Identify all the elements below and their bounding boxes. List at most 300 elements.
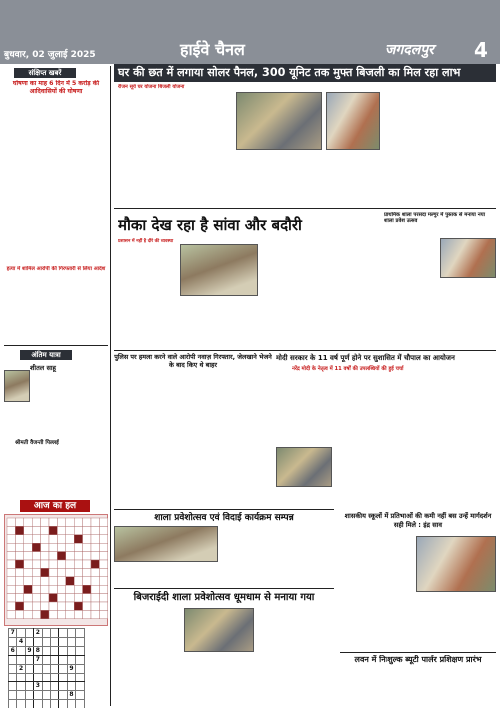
story8-body-col2 (184, 656, 254, 704)
sudoku-cell (50, 656, 58, 665)
sudoku-cell (9, 674, 17, 682)
divider (114, 350, 496, 351)
newspaper-name: हाईवे चैनल (180, 40, 245, 59)
crossword-cell (99, 594, 107, 602)
crossword-cell (91, 543, 99, 551)
crossword-cell (57, 568, 65, 576)
sudoku-cell (76, 682, 84, 691)
story4-body (114, 378, 272, 506)
sudoku-cell (17, 682, 25, 691)
crossword-cell (66, 535, 74, 543)
crossword-cell (41, 518, 49, 526)
story7-body-col2 (416, 596, 496, 650)
crossword-cell (66, 602, 74, 610)
crossword-cell (66, 577, 74, 585)
sudoku-cell (17, 647, 25, 656)
lead-headline: घर की छत में लगाया सोलर पैनल, 300 यूनिट तक मुफ्त बिजली का मिल रहा लाभ (114, 64, 496, 82)
sudoku-cell (34, 638, 42, 647)
crossword-cell (83, 526, 91, 534)
lead-body-col1 (114, 94, 232, 198)
crossword-cell (91, 594, 99, 602)
crossword-cell (24, 602, 32, 610)
sudoku-cell (59, 665, 67, 674)
crossword-cell (99, 518, 107, 526)
sudoku-cell (50, 665, 58, 674)
crossword-cell (57, 577, 65, 585)
crossword-cell (83, 552, 91, 560)
sudoku-cell (42, 656, 50, 665)
crossword-cell (99, 585, 107, 593)
sudoku-row (9, 674, 85, 682)
crossword-cell (32, 602, 40, 610)
sudoku-cell (34, 700, 42, 708)
story2-body-col3 (262, 246, 320, 346)
crossword-cell (99, 602, 107, 610)
sudoku-cell (76, 674, 84, 682)
crossword-cell (57, 594, 65, 602)
story5-subhead: नरेंद्र मोदी के नेतृत्व में 11 वर्षों की उपलब्धियों की हुई चर्चा (292, 366, 404, 372)
crossword-cell (99, 610, 107, 618)
crossword-cell (7, 535, 15, 543)
story2-body-col1 (114, 246, 176, 346)
crossword-cell (91, 568, 99, 576)
divider (4, 345, 108, 346)
sudoku-cell (59, 638, 67, 647)
crossword-cell (41, 560, 49, 568)
sudoku-cell (59, 629, 67, 638)
sudoku-row (9, 700, 85, 708)
crossword-cell (91, 577, 99, 585)
issue-date: बुधवार, 02 जुलाई 2025 (4, 50, 96, 60)
crossword-cell (66, 560, 74, 568)
crossword-cell (83, 568, 91, 576)
crossword-cell (7, 518, 15, 526)
crossword-cell (32, 585, 40, 593)
sudoku-cell (67, 656, 75, 665)
sudoku-cell (59, 674, 67, 682)
crossword-cell (32, 535, 40, 543)
sudoku-cell (76, 691, 84, 700)
crossword-cell (7, 610, 15, 618)
crossword-cell (49, 518, 57, 526)
sudoku-cell (9, 700, 17, 708)
crossword-cell (74, 594, 82, 602)
sudoku-cell (50, 638, 58, 647)
edition-city: जगदलपुर (385, 42, 434, 58)
crossword-cell (41, 535, 49, 543)
crossword-cell (24, 552, 32, 560)
crossword-cell (41, 610, 49, 618)
sudoku-cell (42, 629, 50, 638)
sudoku-cell (25, 674, 33, 682)
sudoku-cell (25, 656, 33, 665)
sudoku-puzzle (8, 628, 85, 708)
story5-body-col3 (408, 374, 496, 506)
story7-headline: शासकीय स्कूलों में प्रतिभाओं की कमी नहीं बस उन्हें मार्गदर्शन सही मिले : इंद्र साव (344, 512, 492, 529)
crossword-cell (66, 526, 74, 534)
crossword-cell (91, 610, 99, 618)
sudoku-cell: 4 (17, 638, 25, 647)
crossword-cell (24, 526, 32, 534)
crossword-cell (91, 526, 99, 534)
story5-body-col2 (340, 374, 404, 506)
obituary-photo (4, 370, 30, 402)
crossword-cell (57, 543, 65, 551)
sudoku-cell (42, 691, 50, 700)
sudoku-cell (42, 665, 50, 674)
crossword-cell (32, 560, 40, 568)
crossword-cell (57, 552, 65, 560)
crossword-cell (74, 577, 82, 585)
sudoku-cell (50, 700, 58, 708)
crossword-cell (15, 543, 23, 551)
sudoku-cell (9, 682, 17, 691)
crossword-cell (91, 535, 99, 543)
crossword-cell (7, 526, 15, 534)
crossword-cell (91, 560, 99, 568)
crossword-cell (15, 610, 23, 618)
story8-headline: बिजराईदी शाला प्रवेशोत्सव धूमधाम से मनाया गया (133, 592, 315, 603)
crossword-cell (41, 568, 49, 576)
sudoku-cell: 8 (34, 647, 42, 656)
crossword-cell (74, 568, 82, 576)
divider (114, 588, 334, 589)
crossword-cell (83, 610, 91, 618)
sudoku-row (9, 647, 85, 656)
crossword-cell (74, 518, 82, 526)
crossword-cell (24, 568, 32, 576)
obituary2-body (4, 448, 108, 496)
crossword-cell (74, 610, 82, 618)
crossword-cell (15, 535, 23, 543)
story6-headline: शाला प्रवेशोत्सव एवं विदाई कार्यक्रम सम्पन्न (154, 513, 294, 523)
sudoku-cell (76, 647, 84, 656)
lead-subhead: रीजन सूर्य घर योजना बिजली योजना (118, 84, 185, 90)
sudoku-cell (59, 700, 67, 708)
crossword-cell (49, 560, 57, 568)
sudoku-cell (59, 647, 67, 656)
sudoku-cell (67, 638, 75, 647)
crossword-cell (41, 577, 49, 585)
crossword-cell (32, 526, 40, 534)
crossword-cell (24, 594, 32, 602)
sudoku-cell: 7 (9, 629, 17, 638)
story5-headline: मोदी सरकार के 11 वर्ष पूर्ण होने पर सुशासित में चौपाल का आयोजन (276, 354, 455, 362)
sudoku-cell (59, 682, 67, 691)
brief2-title: हत्या में शामिल आरोपी की गिरफ्तारी से लिया आदेश (6, 266, 106, 272)
story5-photo (276, 447, 332, 487)
story8-body-col3 (258, 608, 334, 704)
crossword-cell (24, 577, 32, 585)
crossword-cell (15, 560, 23, 568)
crossword-cell (49, 552, 57, 560)
sudoku-cell (76, 638, 84, 647)
brief2-body (4, 286, 108, 342)
sudoku-cell (59, 691, 67, 700)
sudoku-cell: 2 (17, 665, 25, 674)
crossword-cell (66, 594, 74, 602)
crossword-cell (99, 577, 107, 585)
column-divider (110, 66, 111, 706)
sudoku-cell: 8 (67, 691, 75, 700)
sudoku-cell (42, 674, 50, 682)
sudoku-cell (25, 691, 33, 700)
crossword-cell (7, 560, 15, 568)
crossword-cell (83, 535, 91, 543)
divider (114, 509, 334, 510)
story3-headline: प्राथमिक शाला परसदा मल्गुर में पुस्तक से मनाया नया शाला प्रवेश उत्सव (384, 212, 485, 225)
crossword-cell (57, 602, 65, 610)
crossword-cell (99, 543, 107, 551)
crossword-cell (49, 594, 57, 602)
crossword-cell (49, 610, 57, 618)
crossword-cell (7, 552, 15, 560)
briefs-header: संक्षिप्त खबरें (14, 68, 76, 78)
sudoku-cell (42, 700, 50, 708)
puzzle-header: आज का हल (20, 500, 90, 512)
crossword-svg (5, 515, 109, 627)
crossword-cell (57, 560, 65, 568)
obituary-body (33, 374, 108, 436)
crossword-cell (49, 577, 57, 585)
story2-headline: मौका देख रहा है सांवा और बदौरी (118, 216, 302, 234)
sudoku-cell: 3 (34, 682, 42, 691)
crossword-cell (15, 568, 23, 576)
crossword-cell (7, 577, 15, 585)
sudoku-cell (34, 674, 42, 682)
story7-body (340, 536, 412, 650)
crossword-cell (83, 560, 91, 568)
crossword-cell (49, 602, 57, 610)
sudoku-cell (17, 629, 25, 638)
lead-body-col3 (384, 92, 496, 206)
crossword-cell (91, 552, 99, 560)
brief1-title: घोषणा का माह 6 दिन में 5 करोड़ की आदिवासियों की घोषणा (12, 80, 100, 95)
crossword-cell (83, 543, 91, 551)
crossword-cell (83, 518, 91, 526)
sudoku-cell (76, 700, 84, 708)
crossword-cell (57, 535, 65, 543)
crossword-cell (66, 543, 74, 551)
obituary-name: शीतल साहू (30, 364, 57, 372)
crossword-cell (15, 585, 23, 593)
divider (340, 652, 496, 653)
obituary2-title: श्रीमती वैजन्ती पिल्लई (15, 440, 59, 446)
crossword-cell (7, 602, 15, 610)
sudoku-cell (17, 700, 25, 708)
brief1-body (4, 106, 108, 266)
story2-body-col4 (324, 246, 378, 346)
sudoku-cell (50, 674, 58, 682)
story3-photo (440, 238, 496, 278)
sudoku-row (9, 629, 85, 638)
sudoku-cell (9, 665, 17, 674)
crossword-grid (4, 514, 108, 626)
story2-photo (180, 244, 258, 296)
crossword-cell (15, 552, 23, 560)
crossword-cell (74, 552, 82, 560)
crossword-cell (74, 526, 82, 534)
crossword-cell (66, 610, 74, 618)
crossword-cell (83, 602, 91, 610)
crossword-cell (99, 560, 107, 568)
crossword-cell (57, 518, 65, 526)
crossword-cell (49, 543, 57, 551)
sudoku-cell (50, 647, 58, 656)
crossword-cell (91, 602, 99, 610)
crossword-cell (49, 526, 57, 534)
sudoku-cell (17, 656, 25, 665)
sudoku-cell: 9 (67, 665, 75, 674)
story6-body-col2 (114, 566, 218, 586)
sudoku-cell (42, 682, 50, 691)
sudoku-cell (50, 682, 58, 691)
crossword-cell (49, 568, 57, 576)
crossword-cell (66, 585, 74, 593)
crossword-cell (41, 585, 49, 593)
crossword-cell (32, 594, 40, 602)
crossword-cell (57, 585, 65, 593)
crossword-cell (15, 518, 23, 526)
crossword-cell (83, 585, 91, 593)
crossword-cell (49, 585, 57, 593)
crossword-cell (74, 543, 82, 551)
sudoku-cell (59, 656, 67, 665)
crossword-cell (24, 560, 32, 568)
crossword-cell (74, 535, 82, 543)
crossword-cell (57, 610, 65, 618)
sudoku-cell (25, 665, 33, 674)
sudoku-cell (17, 691, 25, 700)
crossword-cell (99, 535, 107, 543)
story3-body (384, 238, 436, 346)
crossword-cell (66, 552, 74, 560)
sudoku-row (9, 638, 85, 647)
story9-headline: लवन में निःशुल्क ब्यूटी पार्लर प्रशिक्षण प्रारंभ (354, 655, 482, 664)
sudoku-cell (67, 647, 75, 656)
crossword-cell (15, 594, 23, 602)
crossword-cell (7, 585, 15, 593)
crossword-cell (91, 585, 99, 593)
sudoku-cell (67, 629, 75, 638)
home-photo (326, 92, 380, 150)
crossword-cell (32, 543, 40, 551)
crossword-cell (32, 610, 40, 618)
story9-body-col2 (418, 677, 496, 705)
crossword-cell (32, 518, 40, 526)
sudoku-cell (34, 691, 42, 700)
story8-body-col1 (114, 608, 180, 704)
sudoku-cell (25, 629, 33, 638)
crossword-cell (57, 526, 65, 534)
sudoku-row (9, 691, 85, 700)
sudoku-cell (25, 638, 33, 647)
story4-headline: पुलिस पर हमला करने वाले आरोपी नवाज़ गिरफ्तार, जेलखाने भेजने के बाद किए थे बाहर (114, 353, 272, 369)
sudoku-cell (9, 656, 17, 665)
crossword-cell (41, 526, 49, 534)
sudoku-cell (25, 682, 33, 691)
sudoku-cell (76, 656, 84, 665)
lead-caption-text (236, 154, 380, 200)
crossword-cell (99, 568, 107, 576)
story3-body-col2 (440, 282, 496, 346)
crossword-cell (15, 577, 23, 585)
sudoku-table (8, 628, 85, 708)
sudoku-row (9, 682, 85, 691)
crossword-cell (24, 543, 32, 551)
crossword-cell (83, 594, 91, 602)
crossword-cell (41, 602, 49, 610)
crossword-cell (83, 577, 91, 585)
sudoku-cell (42, 647, 50, 656)
sudoku-cell (34, 665, 42, 674)
sudoku-cell (50, 691, 58, 700)
crossword-cell (49, 535, 57, 543)
crossword-cell (41, 552, 49, 560)
sudoku-cell (50, 629, 58, 638)
divider (114, 208, 496, 209)
sudoku-cell (42, 638, 50, 647)
sudoku-cell (67, 700, 75, 708)
sudoku-cell: 7 (34, 656, 42, 665)
crossword-cell (74, 602, 82, 610)
crossword-cell (32, 552, 40, 560)
crossword-cell (66, 518, 74, 526)
crossword-cell (15, 526, 23, 534)
crossword-cell (91, 518, 99, 526)
sudoku-cell (67, 674, 75, 682)
sudoku-cell (17, 674, 25, 682)
story2-subhead: प्रशासन में नहीं है दौरे की व्यवस्था (118, 239, 174, 244)
crossword-cell (32, 568, 40, 576)
sudoku-row (9, 656, 85, 665)
crossword-cell (7, 594, 15, 602)
crossword-cell (24, 518, 32, 526)
story9-body-col1 (340, 677, 414, 705)
crossword-cell (66, 568, 74, 576)
sudoku-cell (67, 682, 75, 691)
story8-photo (184, 608, 254, 652)
crossword-cell (99, 552, 107, 560)
sudoku-cell (9, 691, 17, 700)
crossword-cell (41, 543, 49, 551)
story7-photo (416, 536, 496, 592)
crossword-cell (74, 560, 82, 568)
sudoku-cell (25, 700, 33, 708)
crossword-cell (24, 610, 32, 618)
crossword-cell (15, 602, 23, 610)
sudoku-cell: 9 (25, 647, 33, 656)
crossword-cell (32, 577, 40, 585)
story6-body (222, 526, 334, 586)
sudoku-cell: 6 (9, 647, 17, 656)
story5-body-col1 (276, 374, 336, 444)
sudoku-cell (76, 665, 84, 674)
crossword-cell (99, 526, 107, 534)
sudoku-row (9, 665, 85, 674)
solar-panel-photo (236, 92, 322, 150)
sudoku-cell (9, 638, 17, 647)
sudoku-cell: 2 (34, 629, 42, 638)
crossword-cell (24, 535, 32, 543)
crossword-cell (7, 543, 15, 551)
story2-body-col2 (180, 300, 258, 346)
story6-photo (114, 526, 218, 562)
crossword-cell (41, 594, 49, 602)
crossword-cell (24, 585, 32, 593)
page-number: 4 (474, 38, 488, 62)
crossword-cell (7, 568, 15, 576)
